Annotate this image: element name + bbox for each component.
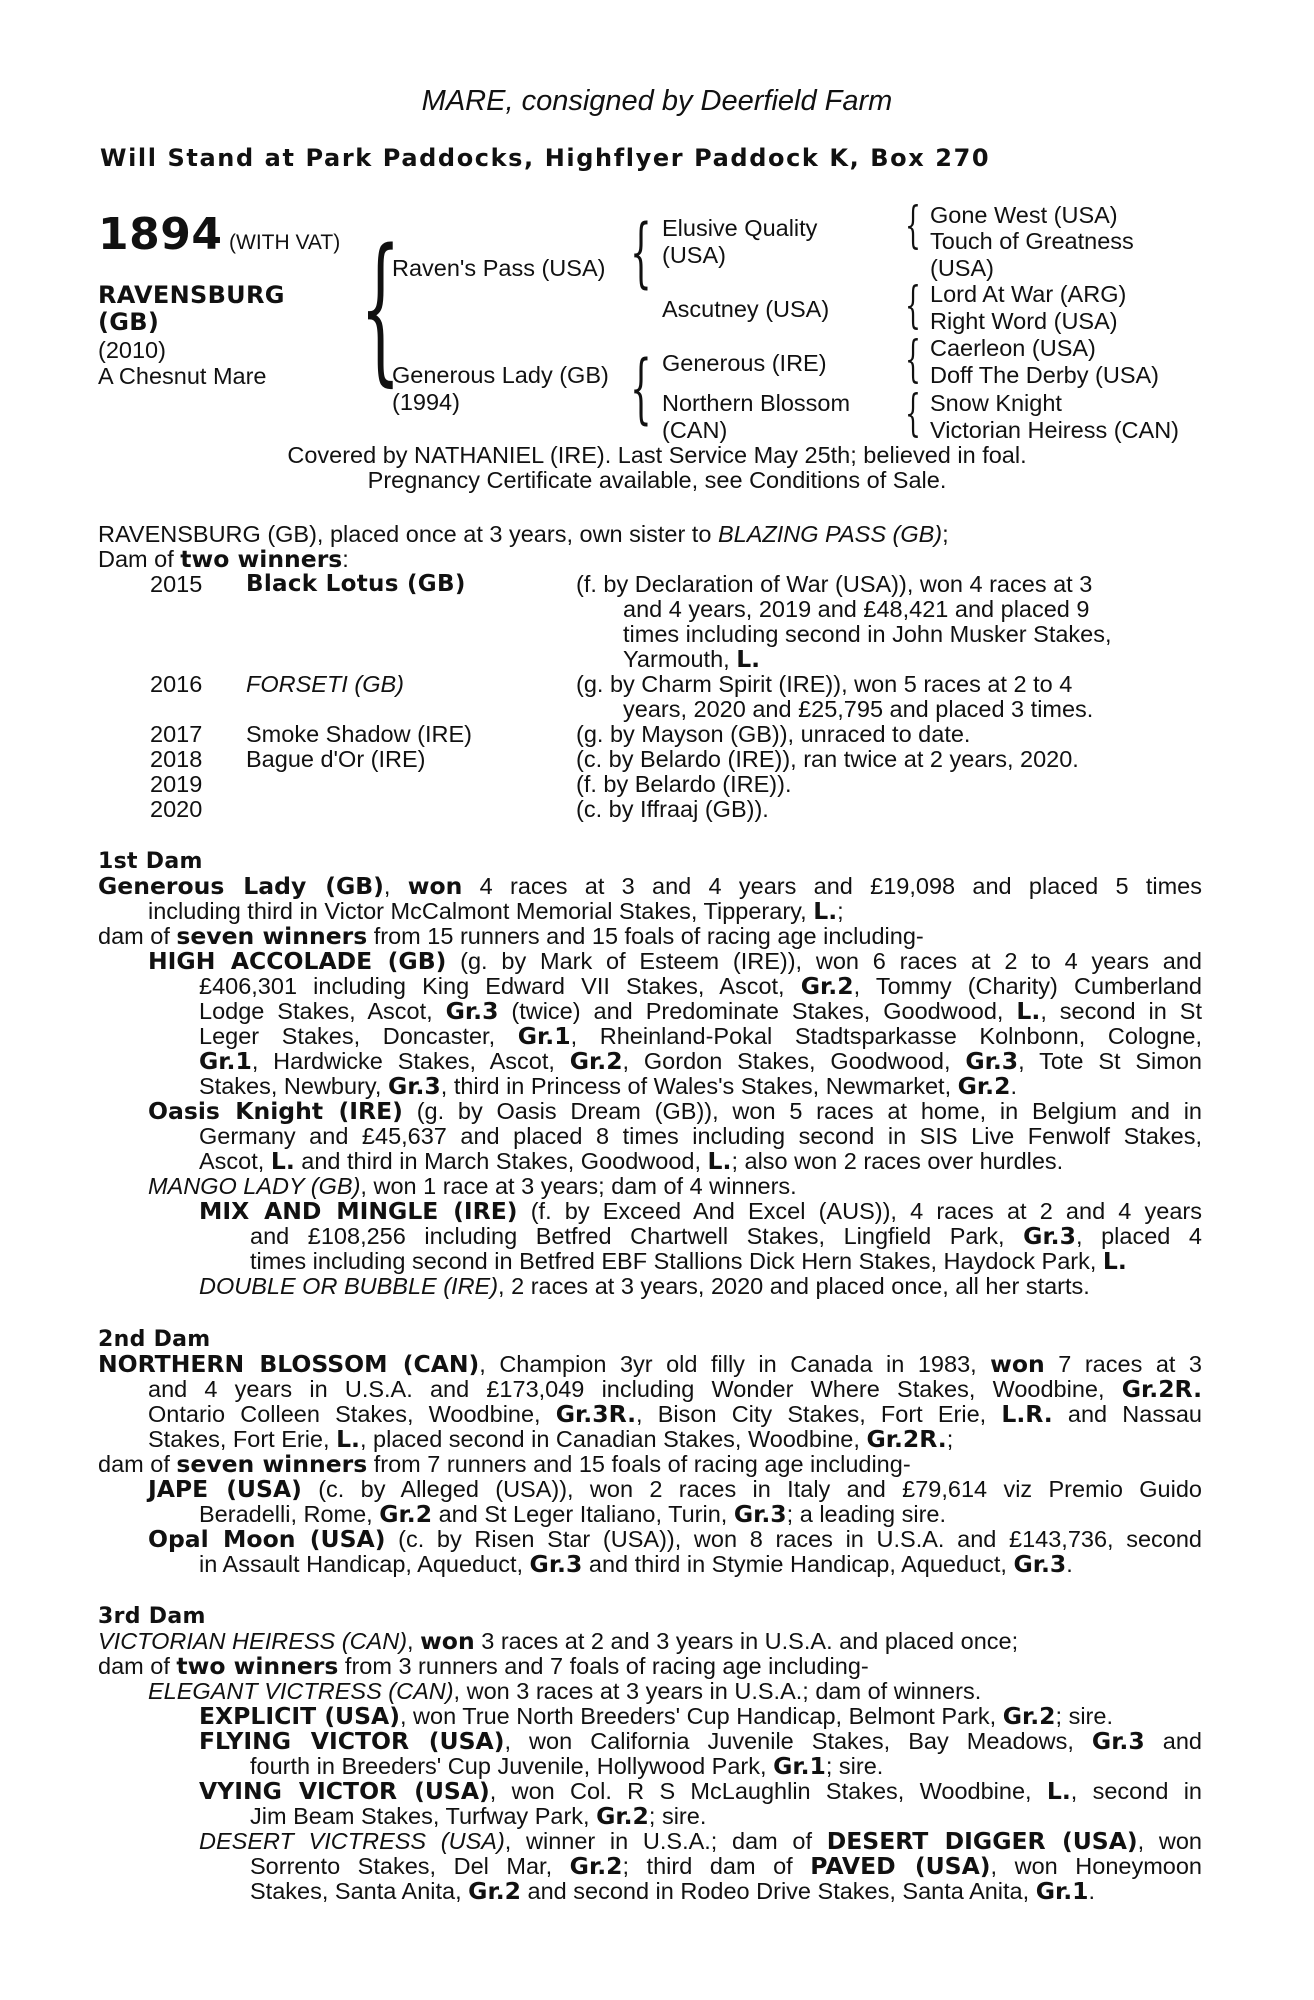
listed-mark: L. xyxy=(813,897,838,925)
offspring-text: (twice) and Predominate Stakes, Goodwood, xyxy=(498,998,1017,1024)
punct: . xyxy=(1066,1551,1073,1577)
offspring-name: MIX AND MINGLE (IRE) xyxy=(199,1197,518,1225)
pedigree-sire: Raven's Pass (USA) xyxy=(392,255,606,281)
dam2-text: 7 races at 3 xyxy=(1044,1351,1203,1377)
offspring-line xyxy=(148,1099,1202,1125)
pedigree-dss: Caerleon (USA) xyxy=(930,335,1096,361)
section-heading: 1st Dam xyxy=(98,849,203,874)
pedigree-ssd: Touch of Greatness xyxy=(930,228,1134,254)
offspring-text: , winner in U.S.A.; dam of xyxy=(504,1828,827,1854)
offspring-line xyxy=(199,1829,1202,1855)
grade-mark: Gr.2 xyxy=(1002,1702,1056,1730)
offspring-text: ; sire. xyxy=(648,1803,707,1829)
produce-record-text: Yarmouth, xyxy=(623,646,737,672)
grade-mark: Gr.2 xyxy=(957,1072,1011,1100)
offspring-text: and third in Stymie Handicap, Aqueduct, xyxy=(582,1551,1014,1577)
offspring-text: , third in Princess of Wales's Stakes, Newmarket, xyxy=(440,1073,958,1099)
offspring-name: DESERT DIGGER (USA) xyxy=(826,1827,1138,1855)
produce-year: 2016 xyxy=(150,671,203,697)
offspring-text: , won True North Breeders' Cup Handicap, Belmont Park, xyxy=(400,1703,1003,1729)
offspring-text: , Gordon Stakes, Goodwood, xyxy=(622,1048,966,1074)
dam2-line xyxy=(148,1402,1202,1428)
grade-mark: Gr.1 xyxy=(199,1047,252,1075)
offspring-text: , won Col. R S McLaughlin Stakes, Woodbine, xyxy=(489,1778,1047,1804)
brace-ds: { xyxy=(905,330,921,388)
offspring-text: times including second in Betfred EBF Stallions Dick Hern Stakes, Haydock Park, xyxy=(250,1248,1103,1274)
horse-name: RAVENSBURG xyxy=(98,281,285,309)
intro-punct: ; xyxy=(942,521,949,547)
offspring-line xyxy=(199,1552,1073,1578)
offspring-line xyxy=(199,1704,1113,1730)
offspring-text: , Rheinland-Pokal Stadtsparkasse Kolnbonn, Cologne, xyxy=(570,1023,1202,1049)
foaling-year: (2010) xyxy=(98,337,166,363)
dam1-text: dam of xyxy=(98,923,177,949)
grade-mark: Gr.1 xyxy=(773,1752,826,1780)
offspring-text: , Tommy (Charity) Cumberland xyxy=(853,973,1202,999)
horse-description: A Chesnut Mare xyxy=(98,363,267,389)
dam3-line xyxy=(98,1629,1018,1655)
dam2-line xyxy=(98,1452,911,1478)
offspring-text: , won 1 race at 3 years; dam of 4 winners. xyxy=(360,1173,797,1199)
section-heading: 2nd Dam xyxy=(98,1327,211,1352)
page-title: MARE, consigned by Deerfield Farm xyxy=(421,85,893,117)
grade-mark: Gr.2 xyxy=(569,1047,623,1075)
winners-count: seven winners xyxy=(176,1450,368,1478)
offspring-text: (c. by Alleged (USA)), won 2 races in Italy and £79,614 viz Premio Guido xyxy=(301,1476,1202,1502)
grade-mark: Gr.3 xyxy=(965,1047,1019,1075)
offspring-text: , Hardwicke Stakes, Ascot, xyxy=(251,1048,570,1074)
brace-ss: { xyxy=(905,196,921,254)
pedigree-ss: Elusive Quality xyxy=(662,215,818,241)
produce-year: 2019 xyxy=(150,771,203,797)
dam1-text: including third in Victor McCalmont Memorial Stakes, Tipperary, xyxy=(148,898,814,924)
grade-mark: Gr.2 xyxy=(379,1500,433,1528)
grade-mark: Gr.3 xyxy=(1013,1550,1067,1578)
brace-sire: { xyxy=(630,207,652,296)
offspring-name: DOUBLE OR BUBBLE (IRE) xyxy=(199,1273,499,1299)
grade-mark: Gr.3 xyxy=(529,1550,583,1578)
offspring-line xyxy=(199,1024,1202,1050)
grade-mark: Gr.3 xyxy=(1091,1727,1145,1755)
grade-mark: Gr.3 xyxy=(445,997,499,1025)
dam2-line xyxy=(148,1427,953,1453)
listed-mark: L. xyxy=(270,1147,295,1175)
offspring-line xyxy=(199,999,1202,1025)
produce-record: and 4 years, 2019 and £48,421 and placed 9 xyxy=(623,596,1090,622)
offspring-name: EXPLICIT (USA) xyxy=(199,1702,400,1730)
produce-name: Black Lotus (GB) xyxy=(246,571,466,597)
offspring-text: fourth in Breeders' Cup Juvenile, Hollywood Park, xyxy=(250,1753,774,1779)
listed-mark: L. xyxy=(336,1425,360,1453)
sep: , xyxy=(407,1628,421,1654)
offspring-text: and £108,256 including Betfred Chartwell Stakes, Lingfield Park, xyxy=(250,1223,1024,1249)
winners-count: two winners xyxy=(180,545,343,573)
produce-year: 2020 xyxy=(150,796,203,822)
offspring-line xyxy=(199,1074,1017,1100)
lot-number: 1894 xyxy=(98,209,223,260)
offspring-text: in Assault Handicap, Aqueduct, xyxy=(199,1551,530,1577)
offspring-line xyxy=(250,1804,706,1830)
offspring-line xyxy=(199,1274,1090,1300)
listed-mark: L. xyxy=(1046,1777,1071,1805)
offspring-line xyxy=(250,1754,883,1780)
dam3-text: dam of xyxy=(98,1653,177,1679)
offspring-text: Lodge Stakes, Ascot, xyxy=(199,998,446,1024)
dam3-name: VICTORIAN HEIRESS (CAN) xyxy=(98,1628,408,1654)
produce-name: Bague d'Or (IRE) xyxy=(246,746,426,772)
pedigree-ds: Generous (IRE) xyxy=(662,350,827,376)
produce-record: (g. by Mayson (GB)), unraced to date. xyxy=(576,721,971,747)
offspring-text: , won xyxy=(1137,1828,1203,1854)
offspring-name: Oasis Knight (IRE) xyxy=(148,1097,403,1125)
offspring-line xyxy=(199,1779,1202,1805)
pedigree-dd: Northern Blossom xyxy=(662,390,851,416)
offspring-text: (c. by Risen Star (USA)), won 8 races in U.S.A. and £143,736, second xyxy=(385,1526,1203,1552)
offspring-text: Stakes, Newbury, xyxy=(199,1073,388,1099)
grade-mark: Gr.3 xyxy=(1023,1222,1076,1250)
offspring-name: Opal Moon (USA) xyxy=(148,1525,386,1553)
offspring-text: and second in Rodeo Drive Stakes, Santa Anita, xyxy=(520,1878,1036,1904)
pedigree-sds: Lord At War (ARG) xyxy=(930,281,1127,307)
produce-record: (c. by Belardo (IRE)), ran twice at 2 years, 2020. xyxy=(576,746,1079,772)
produce-record: (g. by Charm Spirit (IRE)), won 5 races at 2 to 4 xyxy=(576,671,1073,697)
offspring-text: Jim Beam Stakes, Turfway Park, xyxy=(250,1803,597,1829)
offspring-text: £406,301 including King Edward VII Stakes, Ascot, xyxy=(199,973,801,999)
dam2-text: , Champion 3yr old filly in Canada in 1983, xyxy=(479,1351,991,1377)
offspring-line xyxy=(250,1249,1127,1275)
produce-record: (f. by Belardo (IRE)). xyxy=(576,771,792,797)
pedigree-dds: Snow Knight xyxy=(930,390,1062,416)
pedigree-dd-country: (CAN) xyxy=(662,417,728,443)
produce-year: 2015 xyxy=(150,571,203,597)
horse-country: (GB) xyxy=(98,308,160,336)
offspring-text: Beradelli, Rome, xyxy=(199,1501,380,1527)
pedigree-ddd: Victorian Heiress (CAN) xyxy=(930,417,1179,443)
listed-mark: L. xyxy=(736,645,761,673)
dam3-text: 3 races at 2 and 3 years in U.S.A. and placed once; xyxy=(474,1628,1019,1654)
winners-count: two winners xyxy=(176,1652,339,1680)
offspring-text: Sorrento Stakes, Del Mar, xyxy=(250,1853,570,1879)
offspring-text: Leger Stakes, Doncaster, xyxy=(199,1023,518,1049)
grade-mark: Gr.2 xyxy=(569,1852,623,1880)
listed-mark: L. xyxy=(1102,1247,1127,1275)
pedigree-sss: Gone West (USA) xyxy=(930,202,1118,228)
lot-number-row xyxy=(98,209,341,260)
pedigree-ss-country: (USA) xyxy=(662,242,726,268)
offspring-text: (f. by Exceed And Excel (AUS)), 4 races at 2 and 4 years xyxy=(517,1198,1203,1224)
offspring-line xyxy=(199,1729,1202,1755)
won-word: won xyxy=(990,1350,1045,1378)
grade-mark: Gr.2 xyxy=(800,972,854,1000)
produce-year: 2018 xyxy=(150,746,203,772)
punct: ; xyxy=(946,1426,954,1452)
grade-mark: Gr.2R. xyxy=(866,1425,947,1453)
offspring-name: MANGO LADY (GB) xyxy=(148,1173,361,1199)
dam1-line xyxy=(148,899,844,925)
offspring-line xyxy=(199,1049,1202,1075)
offspring-name: HIGH ACCOLADE (GB) xyxy=(148,947,447,975)
offspring-line xyxy=(250,1224,1202,1250)
dam2-text: Stakes, Fort Erie, xyxy=(148,1426,337,1452)
grade-mark: Gr.3R. xyxy=(555,1400,637,1428)
dam-of-text: Dam of xyxy=(98,546,181,572)
vat-note: (WITH VAT) xyxy=(229,231,341,254)
offspring-name: DESERT VICTRESS (USA) xyxy=(199,1828,505,1854)
produce-record: years, 2020 and £25,795 and placed 3 times. xyxy=(623,696,1094,722)
offspring-line xyxy=(199,1199,1202,1225)
offspring-line xyxy=(199,974,1202,1000)
grade-mark: Gr.2 xyxy=(596,1802,649,1830)
grade-mark: Gr.1 xyxy=(517,1022,571,1050)
pedigree-sdd: Right Word (USA) xyxy=(930,308,1118,334)
sep: , xyxy=(383,873,408,899)
offspring-text: (g. by Mark of Esteem (IRE)), won 6 races at 2 to 4 years and xyxy=(446,948,1202,974)
dam2-text: and 4 years in U.S.A. and £173,049 including Wonder Where Stakes, Woodbine, xyxy=(148,1376,1122,1402)
sister-name: BLAZING PASS (GB) xyxy=(717,521,943,547)
offspring-line xyxy=(199,1149,1063,1175)
covered-note: Covered by NATHANIEL (IRE). Last Service May 25th; believed in foal. xyxy=(287,442,1027,468)
offspring-line xyxy=(199,1502,946,1528)
offspring-line xyxy=(148,1527,1202,1553)
offspring-text: , Tote St Simon xyxy=(1018,1048,1202,1074)
dam2-text: Ontario Colleen Stakes, Woodbine, xyxy=(148,1401,556,1427)
brace-sd: { xyxy=(905,276,921,334)
punct: ; xyxy=(837,898,844,924)
dam2-text: from 7 runners and 15 foals of racing age including- xyxy=(367,1451,911,1477)
dam3-line xyxy=(98,1654,869,1680)
offspring-text: , second in xyxy=(1070,1778,1202,1804)
dam3-text: from 3 runners and 7 foals of racing age including- xyxy=(338,1653,869,1679)
dam1-line xyxy=(98,924,924,950)
produce-record: (c. by Iffraaj (GB)). xyxy=(576,796,769,822)
offspring-text: ; sire. xyxy=(825,1753,884,1779)
won-word: won xyxy=(420,1627,475,1655)
offspring-text: and St Leger Italiano, Turin, xyxy=(432,1501,734,1527)
won-word: won xyxy=(407,872,463,900)
offspring-text: , won California Juvenile Stakes, Bay Meadows, xyxy=(504,1728,1092,1754)
offspring-line xyxy=(199,1124,1202,1150)
grade-mark: Gr.3 xyxy=(733,1500,787,1528)
listed-mark: L. xyxy=(707,1147,732,1175)
offspring-line xyxy=(148,1477,1202,1503)
winners-count: seven winners xyxy=(176,922,368,950)
dam1-name: Generous Lady (GB) xyxy=(98,872,384,900)
produce-name: Smoke Shadow (IRE) xyxy=(246,721,472,747)
dam2-text: , placed second in Canadian Stakes, Woodbine, xyxy=(359,1426,867,1452)
pedigree-ssd-country: (USA) xyxy=(930,255,994,281)
offspring-text: , 2 races at 3 years, 2020 and placed once, all her starts. xyxy=(498,1273,1090,1299)
stand-location: Will Stand at Park Paddocks, Highflyer Paddock K, Box 270 xyxy=(100,144,991,172)
offspring-text: , won 3 races at 3 years in U.S.A.; dam of winners. xyxy=(453,1678,982,1704)
produce-record: (f. by Declaration of War (USA)), won 4 races at 3 xyxy=(576,571,1093,597)
dam2-name: NORTHERN BLOSSOM (CAN) xyxy=(98,1350,480,1378)
produce-name: FORSETI (GB) xyxy=(246,671,404,697)
dam-of-punct: : xyxy=(342,546,349,572)
dam-of-line xyxy=(98,547,349,573)
offspring-line xyxy=(250,1879,1095,1905)
brace-dam: { xyxy=(630,343,652,432)
grade-mark: Gr.3 xyxy=(387,1072,441,1100)
intro-text: RAVENSBURG (GB), placed once at 3 years, own sister to xyxy=(98,521,718,547)
dam2-text: and Nassau xyxy=(1052,1401,1202,1427)
dam2-line xyxy=(98,1352,1202,1378)
listed-mark: L. xyxy=(1016,997,1041,1025)
offspring-text: , second in St xyxy=(1040,998,1202,1024)
offspring-text: Germany and £45,637 and placed 8 times including second in SIS Live Fenwolf Stakes, xyxy=(199,1123,1202,1149)
offspring-line xyxy=(250,1854,1202,1880)
offspring-text: ; sire. xyxy=(1055,1703,1113,1729)
offspring-name: JAPE (USA) xyxy=(148,1475,302,1503)
grade-mark: Gr.2 xyxy=(468,1877,521,1905)
offspring-name: PAVED (USA) xyxy=(810,1852,991,1880)
offspring-line xyxy=(148,1174,797,1200)
pregnancy-note: Pregnancy Certificate available, see Conditions of Sale. xyxy=(367,467,947,493)
listed-mark: L.R. xyxy=(1001,1400,1053,1428)
brace-dd: { xyxy=(905,384,921,442)
offspring-text: (g. by Oasis Dream (GB)), won 5 races at home, in Belgium and in xyxy=(402,1098,1202,1124)
offspring-text: , placed 4 xyxy=(1075,1223,1202,1249)
offspring-text: Ascot, xyxy=(199,1148,271,1174)
pedigree-dam: Generous Lady (GB) xyxy=(392,362,609,388)
offspring-name: FLYING VICTOR (USA) xyxy=(199,1727,505,1755)
offspring-name: VYING VICTOR (USA) xyxy=(199,1777,490,1805)
offspring-text: ; also won 2 races over hurdles. xyxy=(731,1148,1064,1174)
offspring-line xyxy=(148,1679,981,1705)
brace-main: { xyxy=(360,214,401,401)
grade-mark: Gr.1 xyxy=(1035,1877,1089,1905)
punct: . xyxy=(1010,1073,1017,1099)
offspring-text: ; a leading sire. xyxy=(786,1501,947,1527)
offspring-line xyxy=(148,949,1202,975)
dam2-line xyxy=(148,1377,1202,1403)
produce-record xyxy=(623,647,760,673)
punct: . xyxy=(1088,1878,1096,1904)
dam2-text: , Bison City Stakes, Fort Erie, xyxy=(636,1401,1002,1427)
produce-year: 2017 xyxy=(150,721,203,747)
pedigree-dam-year: (1994) xyxy=(392,389,460,415)
offspring-text: and xyxy=(1144,1728,1202,1754)
offspring-text: , won Honeymoon xyxy=(990,1853,1202,1879)
produce-record: times including second in John Musker Stakes, xyxy=(623,621,1112,647)
dam2-text: dam of xyxy=(98,1451,177,1477)
pedigree-dsd: Doff The Derby (USA) xyxy=(930,362,1159,388)
dam1-text: 4 races at 3 and 4 years and £19,098 and placed 5 times xyxy=(462,873,1202,899)
intro-line xyxy=(98,522,949,548)
offspring-text: ; third dam of xyxy=(622,1853,811,1879)
dam1-text: from 15 runners and 15 foals of racing age including- xyxy=(367,923,924,949)
pedigree-sd: Ascutney (USA) xyxy=(662,296,830,322)
offspring-text: Stakes, Santa Anita, xyxy=(250,1878,469,1904)
section-heading: 3rd Dam xyxy=(98,1604,206,1629)
grade-mark: Gr.2R. xyxy=(1121,1375,1202,1403)
dam1-line xyxy=(98,874,1202,900)
offspring-name: ELEGANT VICTRESS (CAN) xyxy=(148,1678,454,1704)
offspring-text: and third in March Stakes, Goodwood, xyxy=(294,1148,708,1174)
